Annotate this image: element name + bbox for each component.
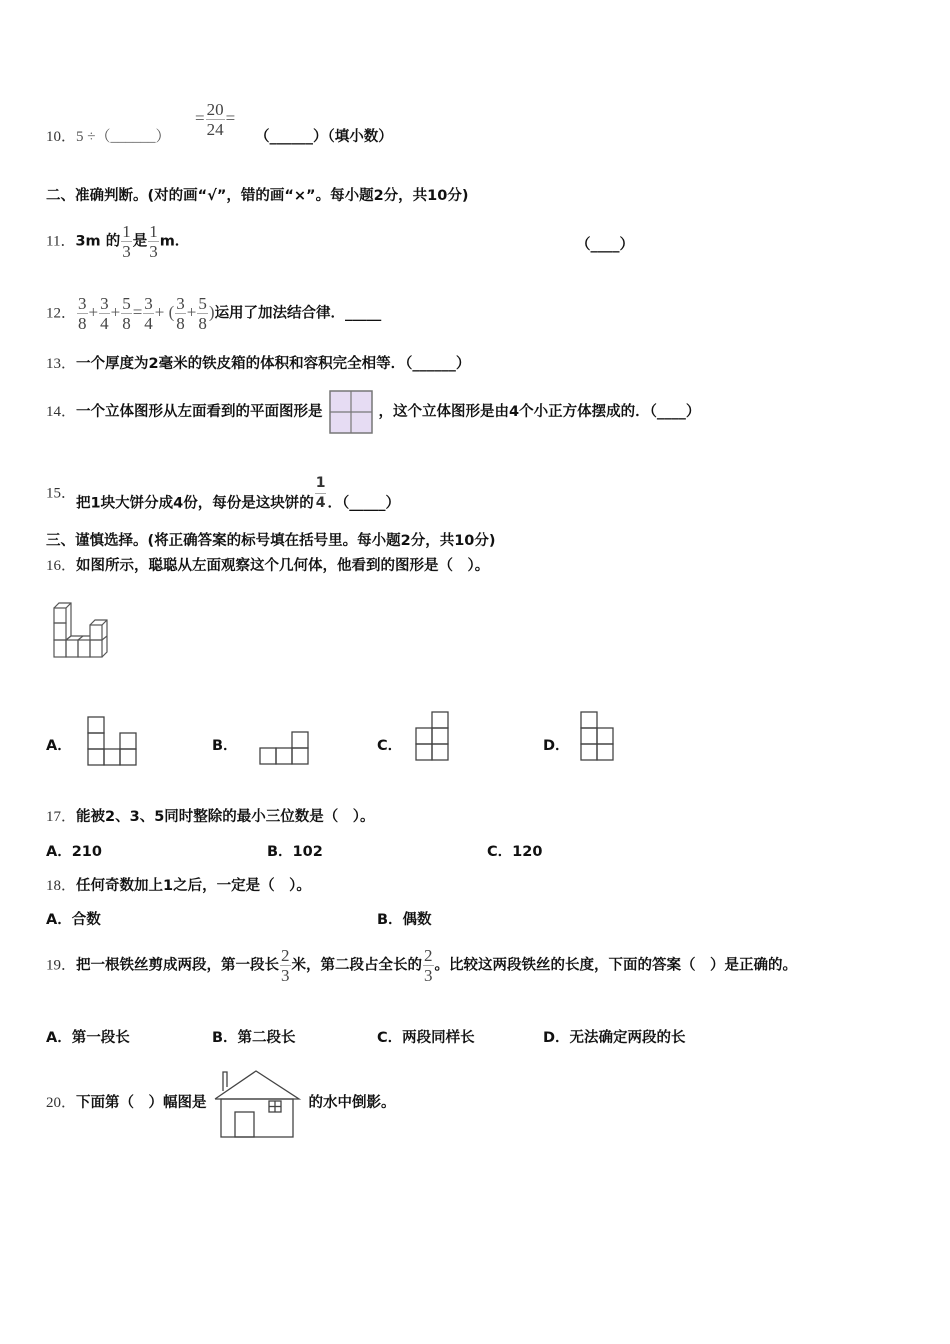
question-number: 13．: [46, 356, 77, 372]
option-d[interactable]: D．: [543, 738, 570, 754]
question-15: [46, 474, 400, 514]
q10-fraction-group: [195, 100, 235, 139]
text: 一个厚度为2毫米的铁皮箱的体积和容积完全相等．（______）: [76, 356, 471, 372]
denominator: 3: [149, 242, 158, 261]
question-10: [46, 127, 171, 147]
text: m．: [159, 233, 190, 250]
section-3-title: 三、谨慎选择。(将正确答案的标号填在括号里。每小题2分，共10分): [46, 533, 496, 549]
fraction: [148, 222, 159, 261]
question-number: 11．: [46, 233, 76, 250]
question-18: [46, 876, 311, 896]
option-a-figure[interactable]: [86, 715, 140, 767]
left-view-square-figure: [329, 390, 373, 434]
denominator: 4: [315, 495, 326, 511]
text: ，这个立体图形是由4个小正方体摆成的．（____）: [378, 404, 701, 420]
denominator: 4: [144, 314, 153, 333]
text: 一个立体图形从左面看到的平面图形是: [76, 404, 323, 420]
question-20: [46, 1066, 396, 1140]
option-c-figure[interactable]: [414, 710, 454, 764]
question-16: [46, 556, 489, 576]
question-14: [46, 390, 700, 434]
denominator: 4: [100, 314, 109, 333]
operator: =: [132, 302, 143, 322]
option-b[interactable]: B．: [212, 738, 238, 754]
text: 把一根铁丝剪成两段，第一段长: [76, 957, 280, 974]
question-19: [46, 946, 797, 985]
q10-expression: 5 ÷（______）: [76, 129, 171, 145]
option-b[interactable]: B．第二段长: [212, 1030, 296, 1046]
option-a[interactable]: A．: [46, 738, 72, 754]
question-number: 17．: [46, 809, 77, 825]
fraction: [175, 294, 186, 333]
answer-blank[interactable]: （____）: [576, 237, 634, 253]
equals-sign: =: [195, 108, 205, 128]
option-b[interactable]: B．偶数: [377, 912, 432, 928]
option-b-figure[interactable]: [258, 730, 312, 766]
denominator: 3: [424, 966, 433, 985]
question-12: [46, 294, 381, 333]
option-a[interactable]: A．210: [46, 844, 102, 860]
question-number: 10．: [46, 129, 77, 145]
denominator: 24: [206, 120, 224, 139]
text: 。比较这两段铁丝的长度，下面的答案（ ）是正确的。: [434, 957, 798, 974]
text: 如图所示，聪聪从左面观察这个几何体，他看到的图形是（ ）。: [76, 558, 490, 574]
fraction: [423, 946, 434, 985]
text: ．（_____）: [327, 495, 400, 512]
question-17: [46, 807, 375, 827]
text: 是: [132, 233, 148, 250]
option-c[interactable]: C．120: [487, 844, 543, 860]
denominator: 3: [281, 966, 290, 985]
numerator: 5: [122, 294, 131, 313]
fraction: [77, 294, 88, 333]
question-number: 19．: [46, 957, 77, 974]
numerator: 5: [198, 294, 207, 313]
numerator: 20: [206, 100, 224, 119]
option-a[interactable]: A．第一段长: [46, 1030, 130, 1046]
text: 3m 的: [75, 233, 121, 250]
operator: ): [208, 302, 215, 322]
q10-answer: （______）（填小数）: [255, 129, 393, 145]
fraction: [121, 294, 132, 333]
question-number: 12．: [46, 305, 77, 322]
operator: +: [88, 302, 99, 322]
numerator: 2: [281, 946, 290, 965]
fraction: [280, 946, 291, 985]
fraction: [206, 100, 225, 139]
operator: +: [110, 302, 121, 322]
option-d-figure[interactable]: [579, 710, 619, 764]
option-c[interactable]: C．: [377, 738, 403, 754]
question-number: 18．: [46, 878, 77, 894]
equals-sign: =: [225, 108, 236, 128]
numerator: 3: [78, 294, 87, 313]
option-b[interactable]: B．102: [267, 844, 323, 860]
cube-stack-figure: [50, 600, 122, 660]
denominator: 8: [176, 314, 185, 333]
text: 运用了加法结合律．_____: [214, 305, 382, 322]
fraction: [143, 294, 154, 333]
fraction: [197, 294, 208, 333]
denominator: 8: [78, 314, 87, 333]
numerator: 3: [100, 294, 109, 313]
numerator: 2: [424, 946, 433, 965]
text: 能被2、3、5同时整除的最小三位数是（ ）。: [76, 809, 375, 825]
question-13: [46, 354, 470, 374]
denominator: 8: [122, 314, 131, 333]
house-figure: [213, 1066, 303, 1140]
numerator: 1: [122, 222, 131, 241]
question-number: 16．: [46, 558, 77, 574]
fraction: [99, 294, 110, 333]
question-11: [46, 222, 189, 261]
question-number: 14．: [46, 404, 77, 420]
question-number: 20．: [46, 1095, 77, 1111]
numerator: 1: [149, 222, 158, 241]
option-c[interactable]: C．两段同样长: [377, 1030, 475, 1046]
option-a[interactable]: A．合数: [46, 912, 101, 928]
numerator: 3: [144, 294, 153, 313]
numerator: 1: [315, 474, 327, 494]
operator: +: [186, 302, 197, 322]
text: 把1块大饼分成4份，每份是这块饼的: [76, 495, 314, 512]
denominator: 8: [198, 314, 207, 333]
denominator: 3: [122, 242, 131, 261]
numerator: 3: [176, 294, 185, 313]
text: 下面第（ ）幅图是: [76, 1095, 207, 1111]
q20-text-end: 的水中倒影。: [308, 1095, 396, 1111]
text: 米，第二段占全长的: [291, 957, 423, 974]
operator: + (: [154, 302, 175, 322]
question-number: 15．: [46, 485, 77, 502]
fraction: [315, 474, 327, 513]
fraction: [121, 222, 132, 261]
text: 任何奇数加上1之后，一定是（ ）。: [76, 878, 311, 894]
section-2-title: 二、准确判断。(对的画“√”，错的画“×”。每小题2分，共10分): [46, 188, 469, 204]
option-d[interactable]: D．无法确定两段的长: [543, 1030, 686, 1046]
